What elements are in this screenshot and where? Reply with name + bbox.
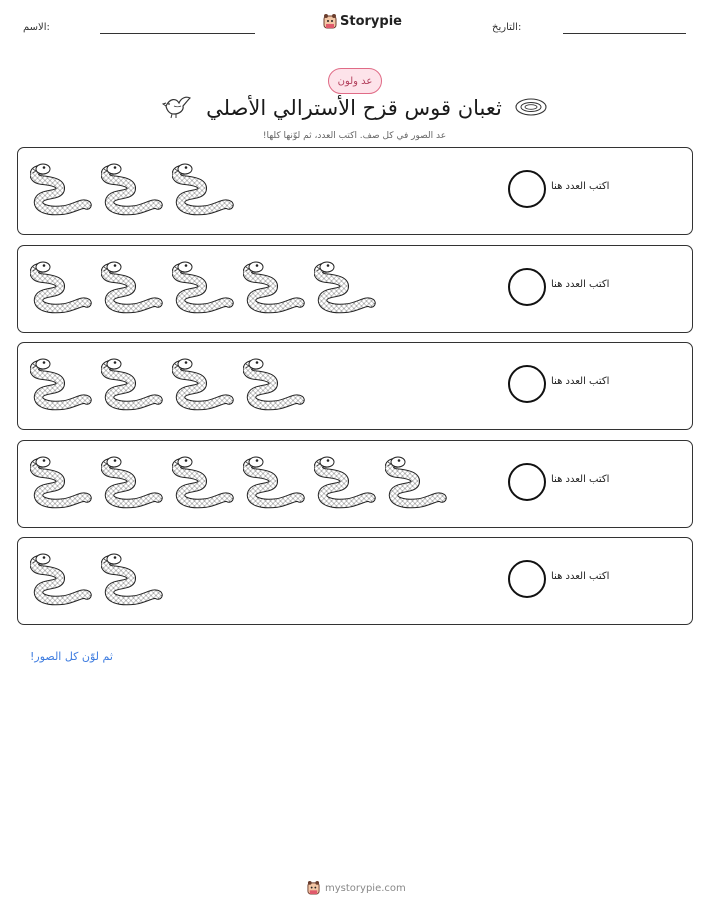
snake-icon[interactable] <box>30 256 95 314</box>
answer-label: اكتب العدد هنا <box>551 279 610 290</box>
answer-circle[interactable] <box>508 560 546 598</box>
snake-icon[interactable] <box>243 256 308 314</box>
snake-icon[interactable] <box>30 158 95 216</box>
bird-icon <box>162 92 192 120</box>
activity-badge: عد ولون <box>328 68 382 94</box>
answer-label: اكتب العدد هنا <box>551 571 610 582</box>
count-row <box>17 342 693 430</box>
date-label: التاريخ: <box>492 22 522 33</box>
snake-icon[interactable] <box>30 451 95 509</box>
snake-group <box>30 256 379 314</box>
site-url: mystorypie.com <box>325 882 406 894</box>
snake-icon[interactable] <box>172 256 237 314</box>
site-footer <box>307 880 406 896</box>
snake-icon[interactable] <box>101 353 166 411</box>
snake-group <box>30 353 308 411</box>
count-row <box>17 245 693 333</box>
storypie-logo <box>323 13 337 30</box>
snake-icon[interactable] <box>101 548 166 606</box>
snake-icon[interactable] <box>243 353 308 411</box>
answer-circle[interactable] <box>508 170 546 208</box>
storypie-small-logo <box>307 880 320 896</box>
count-row <box>17 440 693 528</box>
snake-icon[interactable] <box>243 451 308 509</box>
nest-icon <box>515 97 547 117</box>
snake-group <box>30 451 450 509</box>
snake-icon[interactable] <box>172 158 237 216</box>
snake-icon[interactable] <box>30 353 95 411</box>
snake-icon[interactable] <box>314 256 379 314</box>
answer-circle[interactable] <box>508 268 546 306</box>
footer-note: ثم لوّن كل الصور! <box>30 650 113 663</box>
snake-icon[interactable] <box>385 451 450 509</box>
count-row <box>17 537 693 625</box>
brand <box>323 13 402 30</box>
snake-icon[interactable] <box>172 451 237 509</box>
answer-label: اكتب العدد هنا <box>551 376 610 387</box>
snake-icon[interactable] <box>172 353 237 411</box>
name-line[interactable] <box>100 33 255 34</box>
answer-label: اكتب العدد هنا <box>551 181 610 192</box>
answer-circle[interactable] <box>508 365 546 403</box>
name-label: الاسم: <box>23 22 50 33</box>
instructions: عد الصور في كل صف. اكتب العدد، ثم لوّنها كلها! <box>262 131 447 141</box>
snake-icon[interactable] <box>314 451 379 509</box>
snake-icon[interactable] <box>101 158 166 216</box>
snake-group <box>30 548 166 606</box>
date-line[interactable] <box>563 33 686 34</box>
brand-name: Storypie <box>340 14 402 29</box>
answer-label: اكتب العدد هنا <box>551 474 610 485</box>
snake-icon[interactable] <box>101 451 166 509</box>
count-row <box>17 147 693 235</box>
snake-group <box>30 158 237 216</box>
answer-circle[interactable] <box>508 463 546 501</box>
snake-icon[interactable] <box>101 256 166 314</box>
page-title: ثعبان قوس قزح الأسترالي الأصلي <box>206 96 502 120</box>
snake-icon[interactable] <box>30 548 95 606</box>
